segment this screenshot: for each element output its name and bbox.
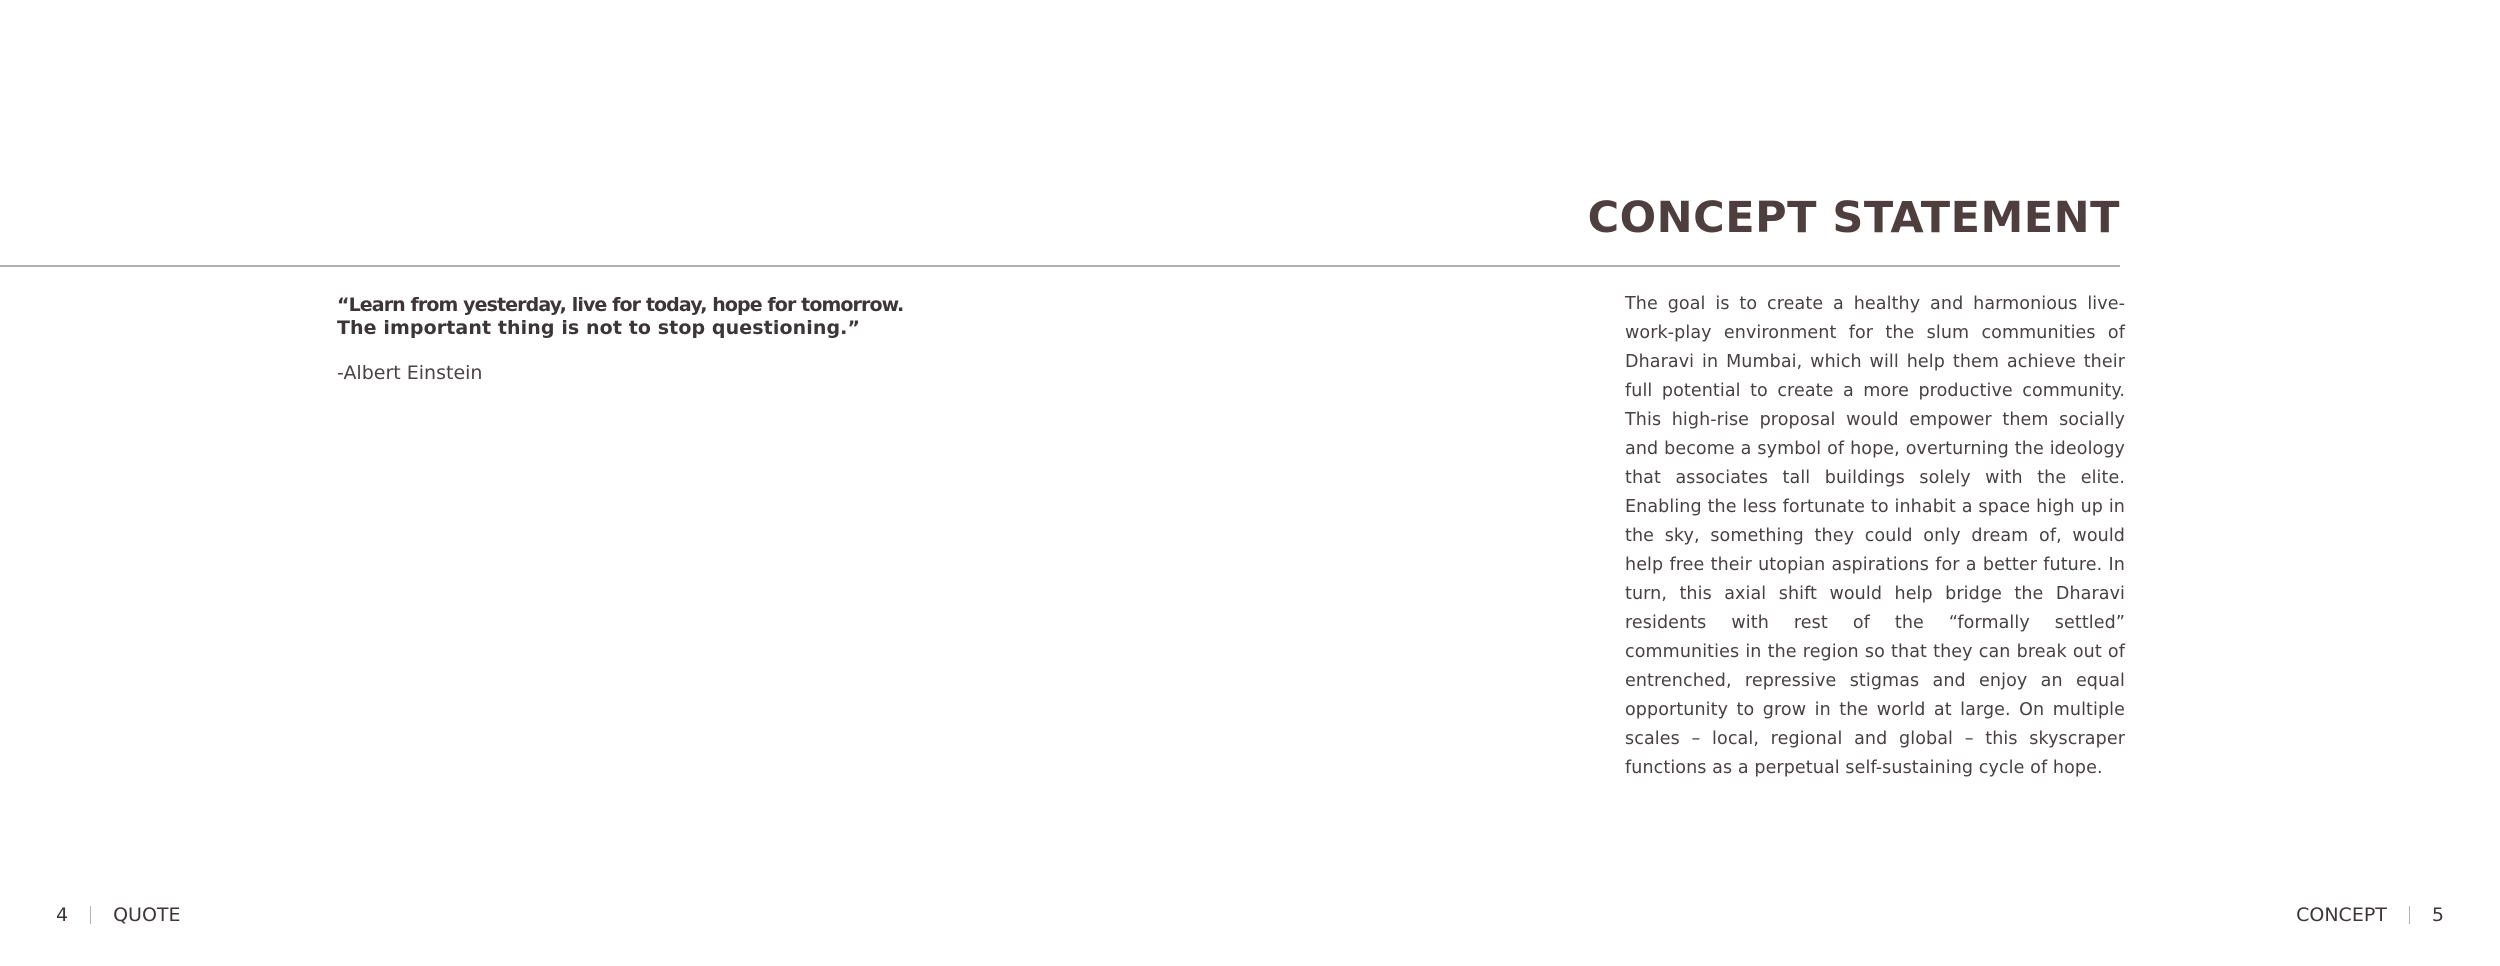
concept-statement-body: The goal is to create a healthy and harmonious live-work-play environment for the slum communities of Dharavi in Mumbai, which will help them achieve their full potential to create a more productive community. This high-rise proposal would empower them socially and become a symbol of hope, overturning the ideology that associates tall buildings solely with the elite. Enabling the less fortunate to inhabit a space high up in the sky, something they could only dream of, would help free their utopian aspirations for a better future. In turn, this axial shift would help bridge the Dharavi residents with rest of the “formally settled” communities in the region so that they can break out of entrenched, repressive stigmas and enjoy an equal opportunity to grow in the world at large. On multiple scales – local, regional and global – this skyscraper functions as a perpetual self-sustaining cycle of hope. (1625, 294, 2125, 778)
footer-left (56, 904, 181, 926)
footer-right (2296, 904, 2444, 926)
right-page-number: 5 (2431, 904, 2444, 926)
footer-separator (90, 906, 91, 924)
left-section-label: QUOTE (113, 904, 181, 926)
quote-line-2: The important thing is not to stop questioning.” (337, 317, 861, 339)
page-title: CONCEPT STATEMENT (1587, 193, 2120, 243)
quote-author: -Albert Einstein (337, 362, 483, 384)
quote-line-1: “Learn from yesterday, live for today, hope for tomorrow. (337, 294, 904, 316)
left-page-number: 4 (56, 904, 69, 926)
quote (337, 294, 957, 340)
right-section-label: CONCEPT (2296, 904, 2387, 926)
divider-rule (0, 265, 2120, 267)
footer-separator (2409, 906, 2410, 924)
